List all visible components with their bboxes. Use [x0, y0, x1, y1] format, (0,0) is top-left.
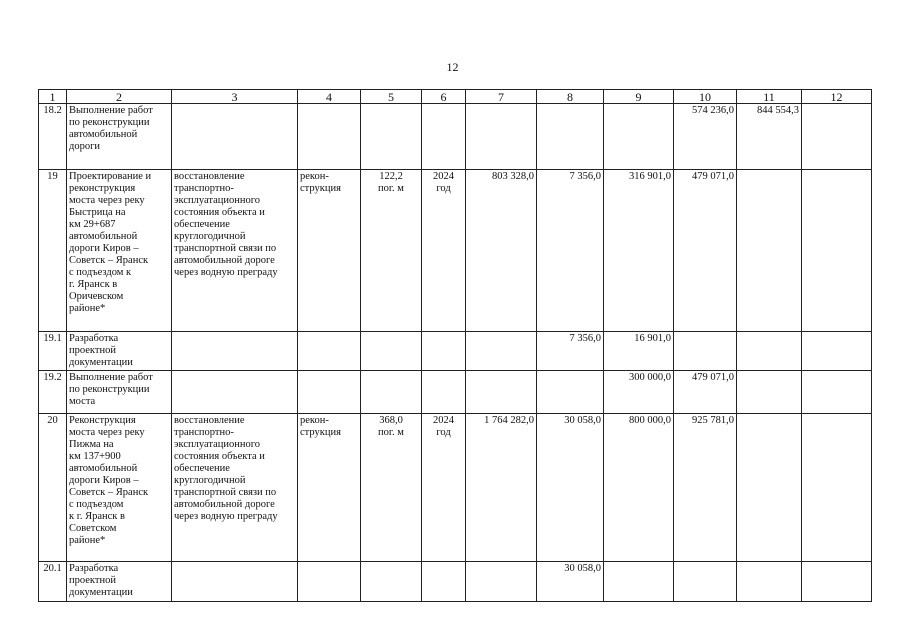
- table-cell: 1 764 282,0: [466, 414, 537, 562]
- table-cell: Реконструкция моста через реку Пижма на км 137+900 автомобильной дороги Киров – Советск – Яранск с подъездом к г. Яранск в Советском районе*: [67, 414, 172, 562]
- header-cell: 9: [604, 90, 674, 104]
- table-row: [39, 332, 872, 371]
- table-cell: 2024 год: [422, 170, 466, 332]
- table-cell: [172, 332, 298, 371]
- table-cell: восстановление транспортно- эксплуатационного состояния объекта и обеспечение круглогодичной транспортной связи по автомобильной дороге через водную преграду: [172, 414, 298, 562]
- table-cell: рекон- струкция: [298, 414, 361, 562]
- table-cell: [737, 332, 802, 371]
- table-cell: рекон- струкция: [298, 170, 361, 332]
- table-cell: [674, 562, 737, 602]
- table-cell: [802, 371, 872, 414]
- table-cell: 20.1: [39, 562, 67, 602]
- table-cell: 368,0 пог. м: [361, 414, 422, 562]
- table-cell: [298, 332, 361, 371]
- table-cell: [422, 104, 466, 170]
- table-cell: [604, 104, 674, 170]
- table-cell: Разработка проектной документации: [67, 562, 172, 602]
- table-cell: [802, 170, 872, 332]
- header-cell: 8: [537, 90, 604, 104]
- table-cell: [537, 371, 604, 414]
- table-cell: восстановление транспортно- эксплуатационного состояния объекта и обеспечение круглогодичной транспортной связи по автомобильной дороге через водную преграду: [172, 170, 298, 332]
- table-cell: 800 000,0: [604, 414, 674, 562]
- table-cell: [298, 562, 361, 602]
- table-cell: [604, 562, 674, 602]
- header-cell: 6: [422, 90, 466, 104]
- table-cell: [172, 371, 298, 414]
- table-cell: [422, 371, 466, 414]
- table-cell: 30 058,0: [537, 414, 604, 562]
- header-cell: 7: [466, 90, 537, 104]
- table-cell: 18.2: [39, 104, 67, 170]
- table-cell: [802, 562, 872, 602]
- table-cell: [361, 371, 422, 414]
- header-cell: 3: [172, 90, 298, 104]
- table-cell: 122,2 пог. м: [361, 170, 422, 332]
- table-row: [39, 562, 872, 602]
- table-row: [39, 170, 872, 332]
- page-number: 12: [446, 60, 459, 74]
- table-cell: 2024 год: [422, 414, 466, 562]
- table-cell: [361, 104, 422, 170]
- table-cell: [674, 332, 737, 371]
- table-cell: 316 901,0: [604, 170, 674, 332]
- table-cell: Разработка проектной документации: [67, 332, 172, 371]
- table-cell: [422, 562, 466, 602]
- table-cell: [298, 104, 361, 170]
- table-cell: 19: [39, 170, 67, 332]
- data-table: [38, 89, 872, 602]
- header-cell: 11: [737, 90, 802, 104]
- table-cell: [737, 562, 802, 602]
- header-cell: 10: [674, 90, 737, 104]
- table-cell: [737, 371, 802, 414]
- table-cell: 30 058,0: [537, 562, 604, 602]
- table-cell: 19.2: [39, 371, 67, 414]
- table-cell: Выполнение работ по реконструкции автомобильной дороги: [67, 104, 172, 170]
- table-cell: [172, 562, 298, 602]
- table-cell: 7 356,0: [537, 170, 604, 332]
- header-cell: 2: [67, 90, 172, 104]
- table-cell: 479 071,0: [674, 170, 737, 332]
- table-cell: [737, 414, 802, 562]
- table-cell: 16 901,0: [604, 332, 674, 371]
- header-cell: 5: [361, 90, 422, 104]
- table-cell: [361, 332, 422, 371]
- table-row: [39, 104, 872, 170]
- table-cell: [172, 104, 298, 170]
- table-cell: Выполнение работ по реконструкции моста: [67, 371, 172, 414]
- table-cell: [537, 104, 604, 170]
- table-cell: 20: [39, 414, 67, 562]
- table-cell: [361, 562, 422, 602]
- table-cell: 574 236,0: [674, 104, 737, 170]
- table-cell: [466, 562, 537, 602]
- table-cell: Проектирование и реконструкция моста через реку Быстрица на км 29+687 автомобильной дороги Киров – Советск – Яранск с подъездом к г. Яранск в Оричевском районе*: [67, 170, 172, 332]
- header-cell: 12: [802, 90, 872, 104]
- table-cell: [422, 332, 466, 371]
- table-cell: 803 328,0: [466, 170, 537, 332]
- table-cell: 925 781,0: [674, 414, 737, 562]
- table-cell: 7 356,0: [537, 332, 604, 371]
- table-cell: [466, 371, 537, 414]
- table-row: [39, 371, 872, 414]
- table-cell: [802, 332, 872, 371]
- table-cell: [466, 332, 537, 371]
- table-cell: 300 000,0: [604, 371, 674, 414]
- table-cell: [737, 170, 802, 332]
- header-cell: 4: [298, 90, 361, 104]
- table-cell: 479 071,0: [674, 371, 737, 414]
- table-cell: [802, 104, 872, 170]
- header-row: [39, 90, 872, 104]
- table-cell: 19.1: [39, 332, 67, 371]
- table-cell: [802, 414, 872, 562]
- table-cell: 844 554,3: [737, 104, 802, 170]
- header-cell: 1: [39, 90, 67, 104]
- table-row: [39, 414, 872, 562]
- table-cell: [466, 104, 537, 170]
- table-cell: [298, 371, 361, 414]
